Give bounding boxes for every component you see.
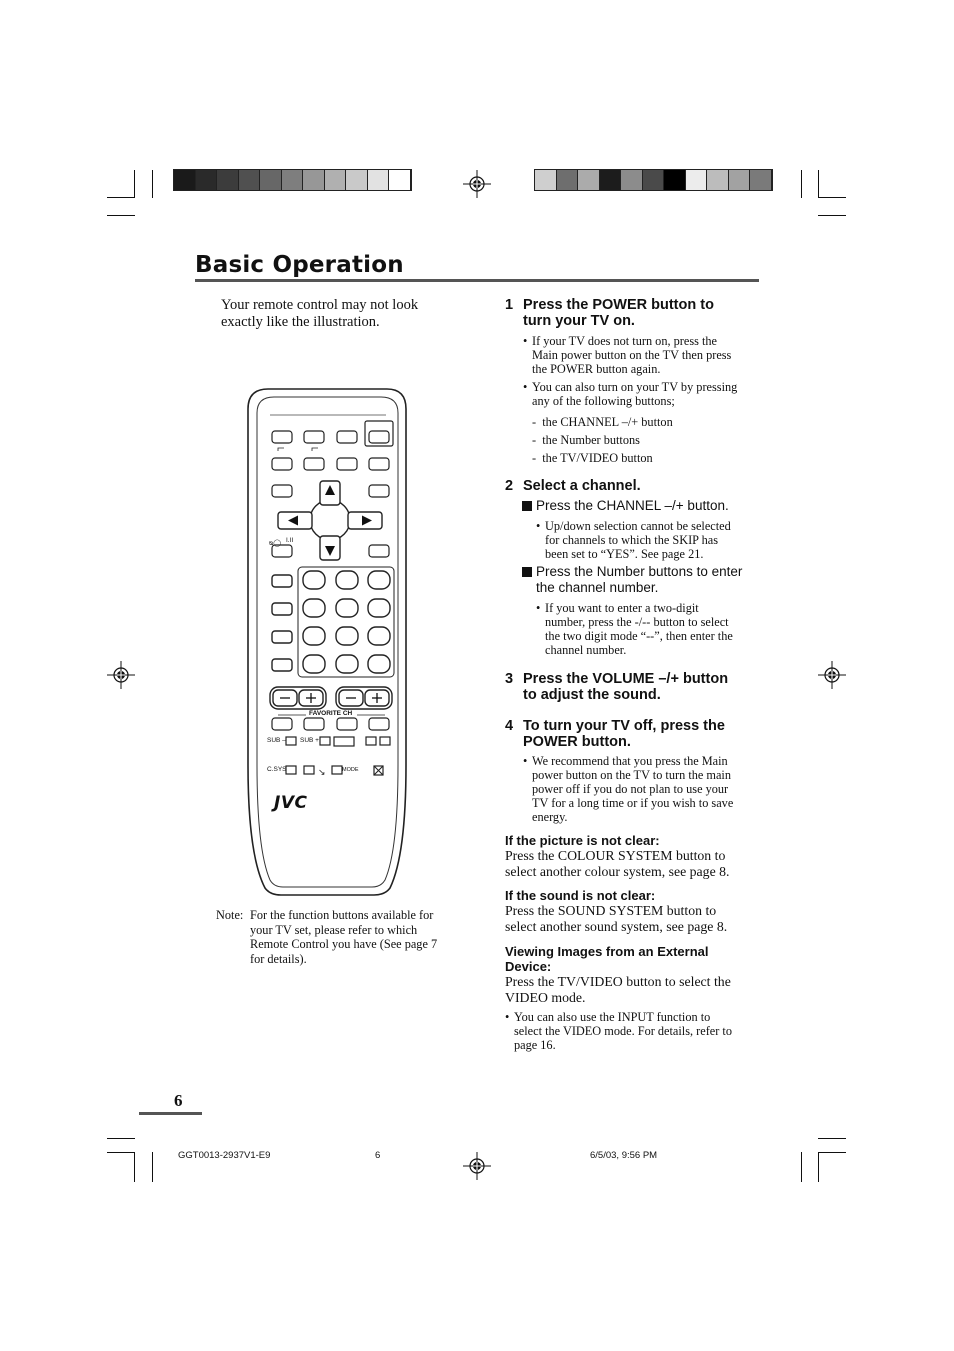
registration-mark-icon	[818, 661, 846, 689]
intro-line: exactly like the illustration.	[221, 314, 380, 330]
note-line: for details).	[250, 951, 307, 966]
jvc-logo: JVC	[274, 793, 308, 813]
bullet-line: the two digit mode “--”, then enter the	[545, 629, 733, 643]
tip-body-line: Press the SOUND SYSTEM button to	[505, 903, 717, 918]
step-heading-line: to adjust the sound.	[523, 687, 661, 703]
bullet-line: the POWER button again.	[532, 362, 661, 376]
bullet-line: If you want to enter a two-digit	[545, 601, 699, 615]
square-item-line: the channel number.	[536, 580, 659, 595]
tip-body-line: Press the COLOUR SYSTEM button to	[505, 848, 726, 863]
color-swatch	[196, 170, 218, 190]
crop-mark	[107, 1138, 135, 1139]
footer-page: 6	[375, 1150, 381, 1161]
crop-mark	[152, 170, 153, 198]
crop-mark	[107, 197, 135, 198]
remote-control-illustration	[240, 385, 415, 900]
color-swatch	[535, 170, 557, 190]
crop-mark	[818, 197, 846, 198]
registration-mark-icon	[463, 170, 491, 198]
bullet-line: You can also use the INPUT function to	[514, 1010, 711, 1024]
mode-label: MODE	[342, 767, 359, 773]
bullet-line: You can also turn on your TV by pressing	[532, 380, 738, 394]
svg-text:↘: ↘	[318, 768, 326, 778]
tip-body-line: VIDEO mode.	[505, 990, 586, 1005]
crop-mark	[152, 1152, 153, 1182]
square-item-text: Press the CHANNEL –/+ button.	[536, 498, 729, 513]
page-title: Basic Operation	[195, 252, 404, 278]
color-swatch	[389, 170, 411, 190]
tip-body-line: Press the TV/VIDEO button to select the	[505, 974, 731, 989]
color-swatch	[621, 170, 643, 190]
crop-mark	[818, 1152, 846, 1153]
tip-heading: Device:	[505, 959, 552, 974]
dash-item: - the Number buttons	[532, 433, 640, 447]
color-swatch	[346, 170, 368, 190]
step-heading-line: turn your TV on.	[523, 313, 635, 329]
color-swatch	[578, 170, 600, 190]
bullet-line: energy.	[532, 810, 568, 824]
bullet-line: number, press the -/-- button to select	[545, 615, 729, 629]
bullet-line: any of the following buttons;	[532, 394, 675, 408]
bullet-line: page 16.	[514, 1038, 556, 1052]
tip-body-line: select another sound system, see page 8.	[505, 919, 728, 934]
bullet-line: power off if you do not plan to use your	[532, 782, 729, 796]
bullet-line: been set to “YES”. See page 21.	[545, 547, 704, 561]
audio-label: I.II	[286, 537, 294, 544]
color-swatch	[217, 170, 239, 190]
square-item-line: Press the Number buttons to enter	[536, 564, 743, 579]
crop-mark	[818, 1152, 819, 1182]
crop-mark	[818, 1138, 846, 1139]
note-label: Note:	[216, 908, 244, 922]
color-swatch	[325, 170, 347, 190]
page-number: 6	[174, 1091, 183, 1110]
svg-text:ᴓ◯: ᴓ◯	[269, 540, 282, 547]
color-swatch	[260, 170, 282, 190]
color-swatch	[750, 170, 772, 190]
bullet-line: power button on the TV to turn the main	[532, 768, 732, 782]
page-number-rule	[139, 1112, 202, 1115]
step-3-heading	[505, 671, 765, 705]
step-1-heading	[505, 297, 765, 331]
crop-mark	[801, 170, 802, 198]
bullet-line: We recommend that you press the Main	[532, 754, 728, 768]
bullet-line: TV for a long time or if you wish to save	[532, 796, 734, 810]
step-heading-line: Press the VOLUME –/+ button	[523, 671, 729, 687]
footer-code: GGT0013-2937V1-E9	[178, 1150, 271, 1161]
bullet-line: select the VIDEO mode. For details, refer to	[514, 1024, 732, 1038]
registration-mark-icon	[107, 661, 135, 689]
csys-label: C.SYS	[267, 766, 287, 773]
step-heading-line: Select a channel.	[523, 478, 641, 494]
step-number: 2	[505, 478, 514, 494]
crop-mark	[818, 170, 819, 198]
color-swatch	[282, 170, 304, 190]
color-swatch	[686, 170, 708, 190]
color-swatch	[729, 170, 751, 190]
tip-picture	[505, 833, 765, 880]
step-number: 1	[505, 297, 514, 313]
color-swatch	[239, 170, 261, 190]
step-2-heading	[505, 478, 765, 496]
dash-item: - the CHANNEL –/+ button	[532, 415, 673, 429]
sub-plus-label: SUB +	[300, 737, 319, 744]
color-bar-left	[173, 169, 412, 191]
favorite-ch-label: FAVORITE CH	[309, 710, 353, 717]
step-heading-line: Press the POWER button to	[523, 297, 714, 313]
tip-body-line: select another colour system, see page 8.	[505, 864, 730, 879]
note-line: Remote Control you have (See page 7	[250, 937, 438, 951]
intro-text	[221, 297, 418, 331]
bullet-line: If your TV does not turn on, press the	[532, 334, 717, 348]
note-body	[250, 908, 480, 966]
color-swatch	[368, 170, 390, 190]
step-heading-line: POWER button.	[523, 734, 631, 750]
title-rule	[195, 279, 759, 282]
color-swatch	[557, 170, 579, 190]
color-bar-right	[534, 169, 773, 191]
step-number: 4	[505, 718, 514, 734]
color-swatch	[707, 170, 729, 190]
color-swatch	[664, 170, 686, 190]
step-4-heading	[505, 718, 765, 752]
tip-external-device	[505, 944, 765, 1006]
step-number: 3	[505, 671, 514, 687]
tip-heading: If the picture is not clear:	[505, 833, 660, 848]
color-swatch	[174, 170, 196, 190]
crop-mark	[134, 1152, 135, 1182]
sub-minus-label: SUB –	[267, 737, 286, 744]
color-swatch	[643, 170, 665, 190]
step-1-dash-list	[532, 413, 762, 467]
crop-mark	[818, 215, 846, 216]
bullet-line: Up/down selection cannot be selected	[545, 519, 731, 533]
dash-item: - the TV/VIDEO button	[532, 451, 653, 465]
crop-mark	[801, 1152, 802, 1182]
color-swatch	[303, 170, 325, 190]
footer-datetime: 6/5/03, 9:56 PM	[590, 1150, 658, 1161]
bullet-line: Main power button on the TV then press	[532, 348, 732, 362]
square-bullet-icon	[522, 567, 532, 577]
crop-mark	[107, 1152, 135, 1153]
intro-line: Your remote control may not look	[221, 297, 419, 313]
bullet-line: for channels to which the SKIP has	[545, 533, 719, 547]
bullet-line: channel number.	[545, 643, 627, 657]
note-line: your TV set, please refer to which	[250, 922, 418, 937]
tip-heading: If the sound is not clear:	[505, 888, 656, 903]
step-heading-line: To turn your TV off, press the	[523, 718, 725, 734]
tip-heading: Viewing Images from an External	[505, 944, 709, 959]
tip-sound	[505, 888, 765, 935]
square-bullet-icon	[522, 501, 532, 511]
color-swatch	[600, 170, 622, 190]
note-line: For the function buttons available for	[250, 908, 434, 922]
crop-mark	[134, 170, 135, 198]
registration-mark-icon	[463, 1152, 491, 1180]
crop-mark	[107, 215, 135, 216]
